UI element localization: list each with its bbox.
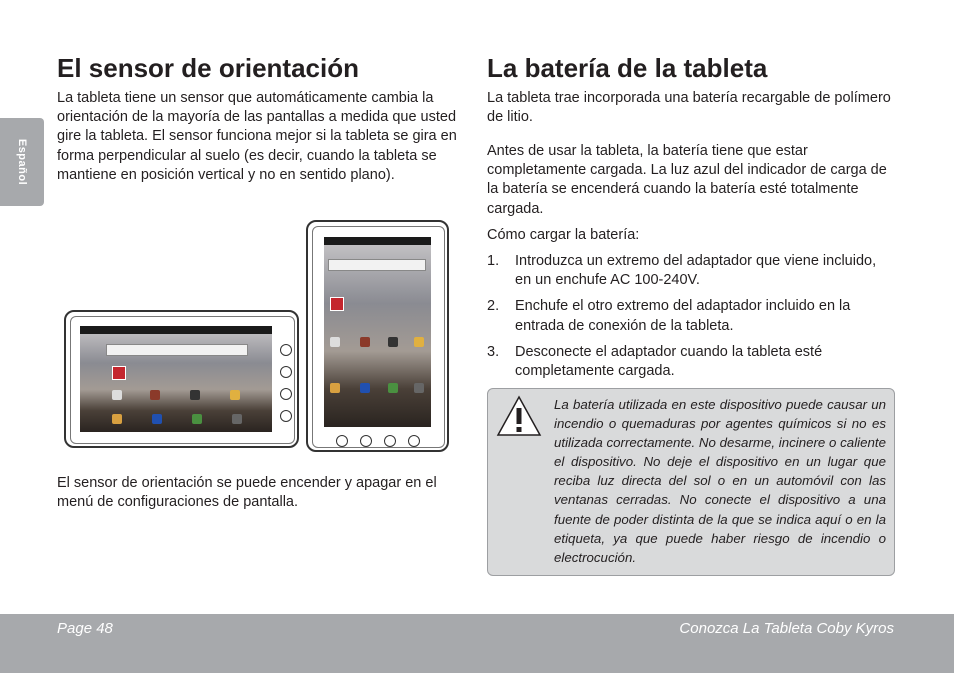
search-bar-image [328, 259, 426, 271]
orientation-intro: La tableta tiene un sensor que automáticamente cambia la orientación de la mayoría de las pantallas a medida que usted gire la tableta. El sensor funciona mejor si la tableta se gira en forma perpendicular al suelo (es decir, cuando la tableta se mantiene en posición vertical y no en sentido plano). [57, 90, 457, 183]
tablet-landscape-screen [80, 326, 272, 432]
footer [0, 614, 954, 673]
step-text: Enchufe el otro extremo del adaptador incluido en la entrada de conexión de la tableta. [515, 298, 851, 334]
section-title-orientation: El sensor de orientación [57, 53, 359, 83]
language-tab-label: Español [16, 138, 28, 186]
section-title-battery: La batería de la tableta [487, 53, 768, 83]
battery-p3: Cómo cargar la batería: [487, 227, 640, 243]
list-item [487, 297, 892, 335]
step-text: Introduzca un extremo del adaptador que viene incluido, en un enchufe AC 100-240V. [515, 253, 877, 289]
page-number: Page 48 [57, 620, 113, 637]
warning-icon [496, 395, 542, 437]
charging-steps [487, 252, 892, 388]
step-number: 1. [487, 253, 500, 269]
battery-p1: La tableta trae incorporada una batería recargable de polímero de litio. [487, 90, 891, 126]
tablet-landscape-illustration [64, 310, 299, 448]
warning-box [487, 388, 895, 576]
language-tab [0, 118, 44, 206]
search-bar-image [106, 344, 248, 356]
tablet-portrait-screen [324, 237, 431, 427]
battery-p2: Antes de usar la tableta, la batería tiene que estar completamente cargada. La luz azul del indicador de carga de la batería se encenderá cuando la batería esté totalmente cargada. [487, 143, 887, 217]
book-title: Conozca La Tableta Coby Kyros [679, 620, 894, 637]
step-number: 2. [487, 298, 500, 315]
list-item [487, 252, 892, 290]
step-text: Desconecte el adaptador cuando la tableta esté completamente cargada. [515, 343, 823, 380]
list-item [487, 343, 892, 381]
tablet-portrait-illustration [306, 220, 449, 452]
warning-text: La batería utilizada en este dispositivo puede causar un incendio o quemaduras por agentes químicos si no es utilizada correctamente. No desarme, incinere o caliente el dispositivo. No deje el dispositivo en un lugar que reciba luz directa del sol o en un automóvil con las ventanas cerradas. No conecte el dispositivo a una fuente de poder distinta de la que se indica aquí o en la etiqueta, ya que puede haber riesgo de incendio o electrocución. [554, 397, 886, 565]
orientation-outro: El sensor de orientación se puede encender y apagar en el menú de configuraciones de pantalla. [57, 475, 437, 511]
step-number: 3. [487, 343, 500, 360]
